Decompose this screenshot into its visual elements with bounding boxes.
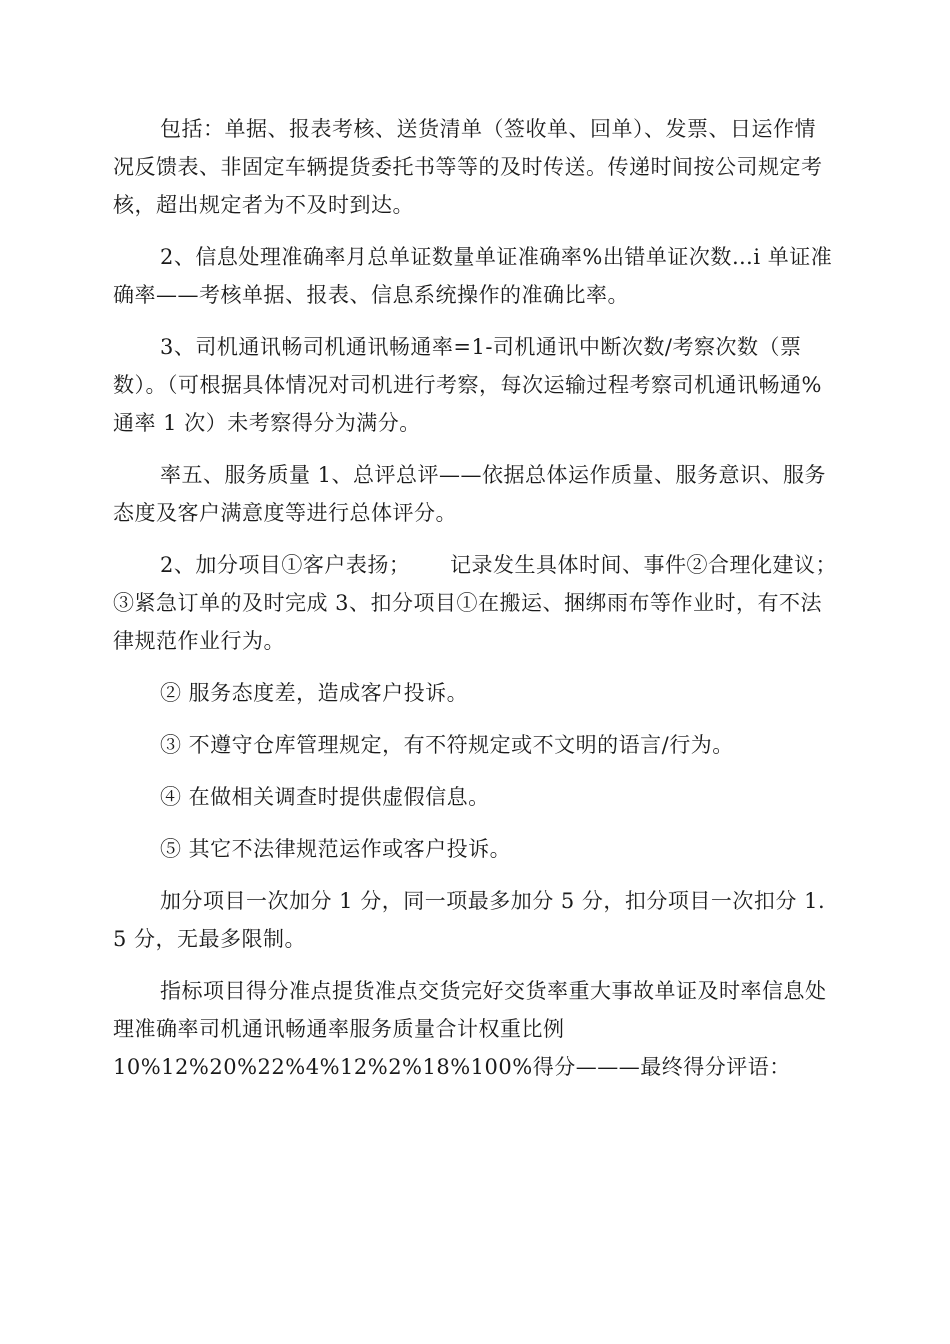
list-item-deduction-2: ② 服务态度差，造成客户投诉。 — [160, 681, 469, 705]
paragraph-weights-and-score: 10%12%20%22%4%12%2%18%100%得分———最终得分评语： — [113, 1055, 791, 1079]
document-body — [113, 110, 877, 1100]
paragraph-indicator-items: 指标项目得分准点提货准点交货完好交货率重大事故单证及时率信息处理准确率司机通讯畅通率服务质量合计权重比例 — [113, 979, 827, 1041]
paragraph-bonus-deduction-items: 2、加分项目①客户表扬； 记录发生具体时间、事件②合理化建议； ③紧急订单的及时完成 3、扣分项目①在搬运、捆绑雨布等作业时，有不法律规范作业行为。 — [113, 553, 877, 653]
paragraph-document-delivery: 包括：单据、报表考核、送货清单（签收单、回单）、发票、日运作情况反馈表、非固定车辆提货委托书等等的及时传送。传递时间按公司规定考核，超出规定者为不及时到达。 — [113, 117, 823, 217]
paragraph-service-quality: 率五、服务质量 1、总评总评——依据总体运作质量、服务意识、服务态度及客户满意度等进行总体评分。 — [113, 463, 827, 525]
paragraph-driver-communication: 3、司机通讯畅司机通讯畅通率=1-司机通讯中断次数/考察次数（票数）。（可根据具体情况对司机进行考察，每次运输过程考察司机通讯畅通%通率 1 次）未考察得分为满分。 — [113, 335, 822, 435]
paragraph-info-accuracy: 2、信息处理准确率月总单证数量单证准确率%出错单证次数…i 单证准确率——考核单据、报表、信息系统操作的准确比率。 — [113, 245, 833, 307]
list-item-deduction-5: ⑤ 其它不法律规范运作或客户投诉。 — [160, 837, 512, 861]
list-item-deduction-4: ④ 在做相关调查时提供虚假信息。 — [160, 785, 490, 809]
paragraph-scoring-rule: 加分项目一次加分 1 分，同一项最多加分 5 分，扣分项目一次扣分 1.5 分，无最多限制。 — [113, 889, 826, 951]
list-item-deduction-3: ③ 不遵守仓库管理规定，有不符规定或不文明的语言/行为。 — [160, 733, 734, 757]
